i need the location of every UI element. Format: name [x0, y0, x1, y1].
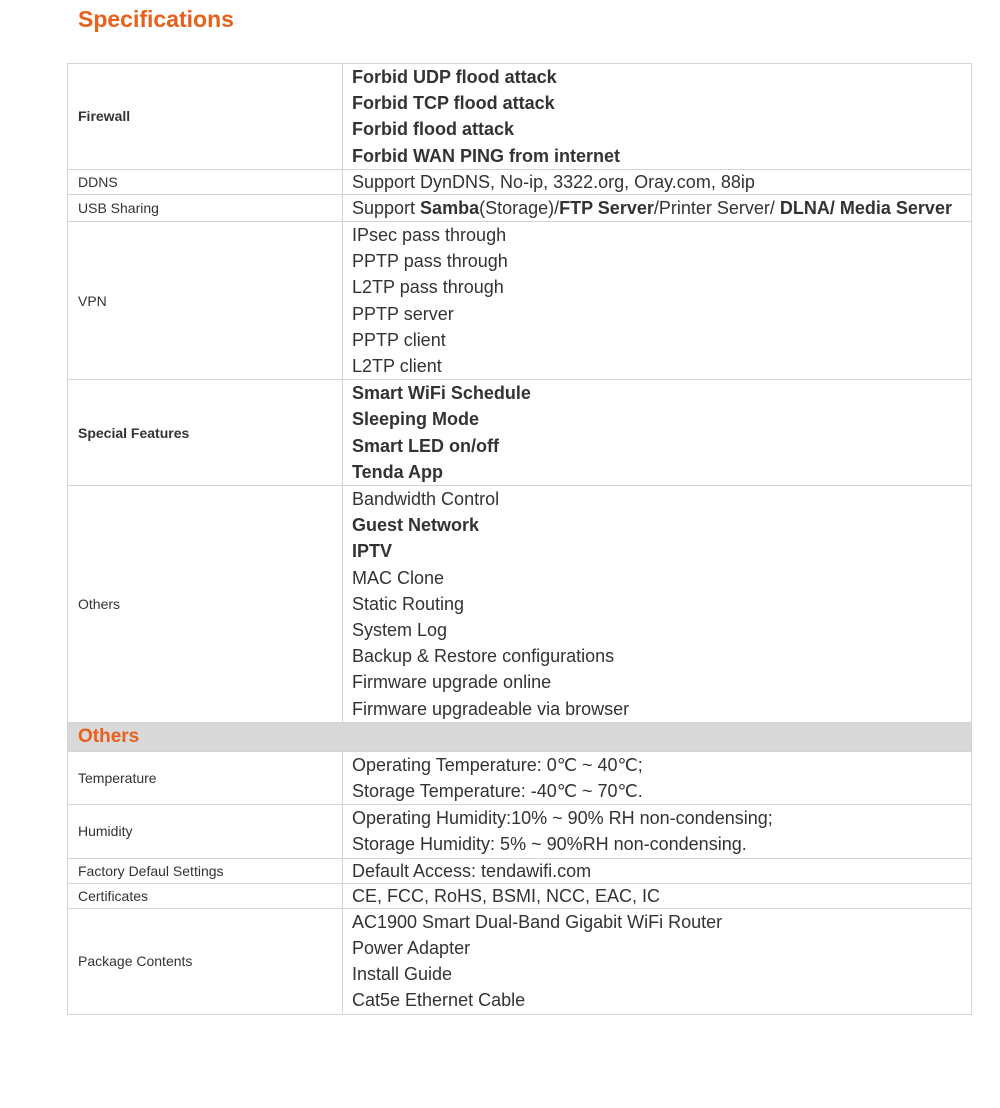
- usb-text: (Storage)/: [479, 197, 560, 218]
- table-row: [68, 169, 972, 194]
- row-value-temperature: [343, 751, 972, 804]
- table-row: [68, 858, 972, 883]
- spec-line: PPTP server: [352, 303, 454, 324]
- spec-line: Forbid WAN PING from internet: [352, 145, 620, 166]
- spec-table: [67, 63, 972, 1015]
- spec-line: Backup & Restore configurations: [352, 646, 615, 667]
- table-row: [68, 64, 972, 170]
- row-label-package-contents: Package Contents: [68, 908, 343, 1014]
- spec-line: System Log: [352, 620, 448, 641]
- row-value-special-features: [343, 380, 972, 486]
- row-label-temperature: Temperature: [68, 751, 343, 804]
- spec-line: AC1900 Smart Dual-Band Gigabit WiFi Router: [352, 911, 723, 932]
- usb-text-bold: DLNA/ Media Server: [779, 197, 952, 218]
- spec-line: CE, FCC, RoHS, BSMI, NCC, EAC, IC: [352, 885, 661, 906]
- table-row: [68, 751, 972, 804]
- spec-line: Operating Temperature: 0℃ ~ 40℃;: [352, 754, 643, 775]
- spec-line: Tenda App: [352, 461, 443, 482]
- section-header-row: [68, 722, 972, 751]
- section-header-others: Others: [68, 722, 972, 751]
- row-label-humidity: Humidity: [68, 805, 343, 858]
- usb-text: /Printer Server/: [653, 197, 780, 218]
- table-row: [68, 380, 972, 486]
- table-row: [68, 486, 972, 723]
- spec-line: Smart LED on/off: [352, 435, 499, 456]
- spec-line: PPTP client: [352, 329, 446, 350]
- row-value-vpn: [343, 222, 972, 380]
- row-label-ddns: DDNS: [68, 169, 343, 194]
- spec-line: Forbid flood attack: [352, 119, 514, 140]
- spec-line: Cat5e Ethernet Cable: [352, 990, 526, 1011]
- spec-line: MAC Clone: [352, 567, 445, 588]
- row-label-vpn: VPN: [68, 222, 343, 380]
- row-value-usb: [343, 194, 972, 221]
- table-row: [68, 222, 972, 380]
- row-label-firewall: Firewall: [68, 64, 343, 170]
- row-value-certificates: [343, 883, 972, 908]
- row-value-others: [343, 486, 972, 723]
- row-label-factory-default: Factory Defaul Settings: [68, 858, 343, 883]
- spec-line: Bandwidth Control: [352, 489, 500, 510]
- spec-line: IPsec pass through: [352, 225, 507, 246]
- spec-line: Forbid TCP flood attack: [352, 93, 555, 114]
- spec-line: Firmware upgrade online: [352, 672, 552, 693]
- spec-line: PPTP pass through: [352, 251, 508, 272]
- spec-line: IPTV: [352, 541, 393, 562]
- spec-line: [352, 195, 961, 221]
- usb-text: Support: [352, 197, 421, 218]
- row-value-firewall: [343, 64, 972, 170]
- spec-line: Storage Humidity: 5% ~ 90%RH non-condensing.: [352, 834, 747, 855]
- row-label-certificates: Certificates: [68, 883, 343, 908]
- table-row: [68, 194, 972, 221]
- spec-line: Support DynDNS, No-ip, 3322.org, Oray.com, 88ip: [352, 171, 755, 192]
- row-label-others: Others: [68, 486, 343, 723]
- table-row: [68, 883, 972, 908]
- spec-line: Smart WiFi Schedule: [352, 383, 531, 404]
- row-label-special-features: Special Features: [68, 380, 343, 486]
- spec-line: Forbid UDP flood attack: [352, 67, 557, 87]
- table-row: [68, 908, 972, 1014]
- table-row: [68, 805, 972, 858]
- spec-line: L2TP client: [352, 356, 442, 377]
- row-label-usb: USB Sharing: [68, 194, 343, 221]
- row-value-package-contents: [343, 908, 972, 1014]
- usb-text-bold: FTP Server: [559, 197, 654, 218]
- page-title: Specifications: [78, 6, 234, 32]
- spec-line: Storage Temperature: -40℃ ~ 70℃.: [352, 781, 643, 802]
- row-value-ddns: [343, 169, 972, 194]
- spec-line: L2TP pass through: [352, 277, 504, 298]
- row-value-factory-default: [343, 858, 972, 883]
- spec-line: Sleeping Mode: [352, 409, 480, 430]
- spec-line: Static Routing: [352, 593, 465, 614]
- usb-text-bold: Samba: [420, 197, 480, 218]
- spec-line: Default Access: tendawifi.com: [352, 860, 592, 881]
- spec-line: Firmware upgradeable via browser: [352, 698, 630, 719]
- spec-line: Operating Humidity:10% ~ 90% RH non-condensing;: [352, 808, 773, 829]
- spec-line: Guest Network: [352, 515, 480, 536]
- spec-line: Power Adapter: [352, 937, 471, 958]
- row-value-humidity: [343, 805, 972, 858]
- spec-line: Install Guide: [352, 964, 453, 985]
